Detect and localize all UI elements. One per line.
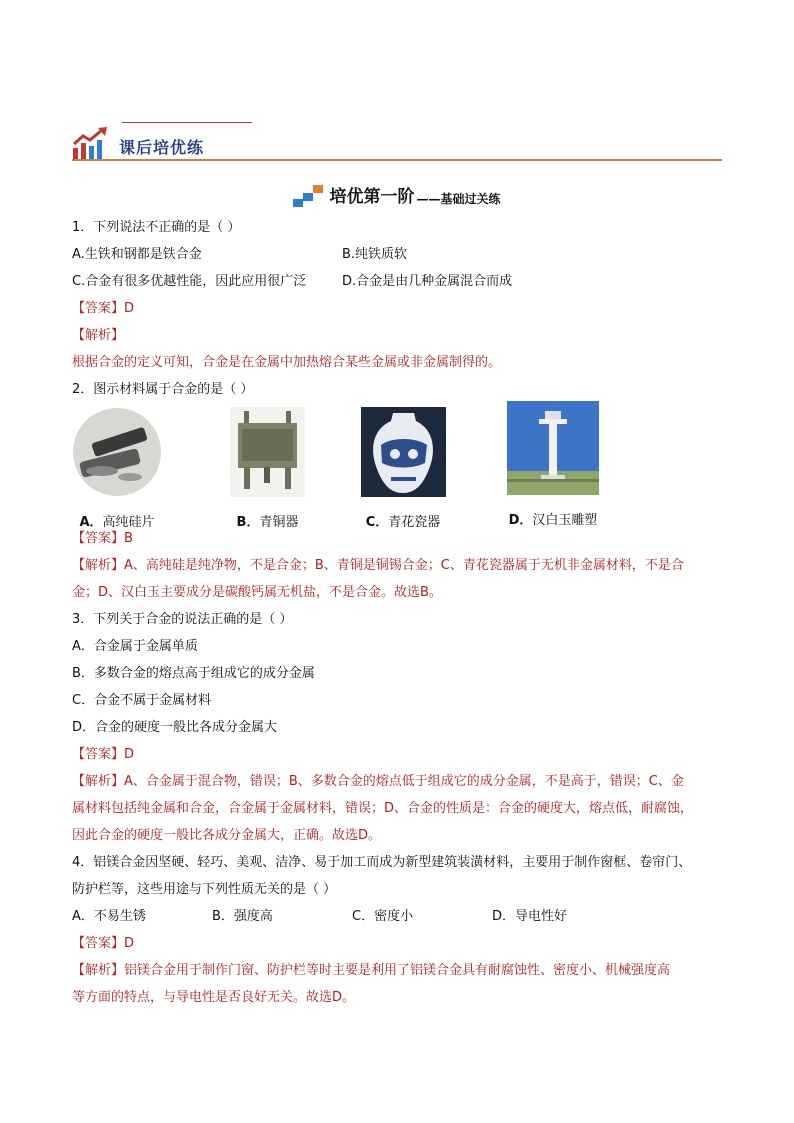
q4-option-d: D．导电性好 (492, 909, 568, 924)
q1-options-row1 (72, 241, 722, 268)
q2-figure-c-label: 青花瓷器 (388, 515, 441, 530)
stairs-icon (293, 185, 325, 207)
q3-analysis-line1: 【解析】A、合金属于混合物，错误；B、多数合金的熔点低于组成它的成分金属，不是高于，错误；C、金 (72, 774, 684, 789)
q2-analysis-line2: 金；D、汉白玉主要成分是碳酸钙属无机盐，不是合金。故选B。 (72, 585, 442, 600)
q3-analysis-line2: 属材料包括纯金属和合金，合金属于金属材料，错误；D、合金的性质是：合金的硬度大，熔点低，耐腐蚀， (72, 801, 694, 816)
q2-figure-d-letter: D． (508, 513, 533, 528)
q1-stem: 1．下列说法不正确的是（ ） (72, 220, 241, 235)
q3-option-c: C．合金不属于金属材料 (72, 693, 212, 708)
q2-figure-d-label: 汉白玉雕塑 (532, 513, 598, 528)
section-heading (0, 182, 794, 211)
q4-analysis-line1: 【解析】铝镁合金用于制作门窗、防护栏等时主要是利用了铝镁合金具有耐腐蚀性、密度小、机械强度高 (72, 963, 671, 978)
q3-option-d: D．合金的硬度一般比各成分金属大 (72, 720, 278, 735)
section-subtitle: ——基础过关练 (416, 192, 501, 206)
bronze-vessel-image (230, 407, 305, 497)
header-top-line (122, 122, 252, 123)
q2-figure-a-label: 高纯硅片 (102, 515, 155, 530)
header-rule (72, 159, 722, 161)
q2-figure-a (72, 407, 162, 536)
q1-option-b: B.纯铁质软 (342, 247, 408, 262)
q4-answer: 【答案】D (72, 936, 135, 951)
q1-analysis: 根据合金的定义可知，合金是在金属中加热熔合某些金属或非金属制得的。 (72, 355, 502, 370)
q2-figure-c (358, 407, 448, 536)
q3-option-a: A．合金属于金属单质 (72, 639, 198, 654)
q3-stem: 3．下列关于合金的说法正确的是（ ） (72, 612, 293, 627)
header-title: 课后培优练 (119, 138, 205, 157)
question-content (72, 214, 722, 1011)
q2-answer: 【答案】B (72, 531, 133, 546)
q1-option-a: A.生铁和钢都是铁合金 (72, 247, 202, 262)
q2-figure-b-letter: B． (236, 515, 260, 530)
q4-analysis-line2: 等方面的特点，与导电性是否良好无关。故选D。 (72, 990, 356, 1005)
porcelain-vase-image (361, 407, 446, 497)
section-title: 培优第一阶 (329, 187, 415, 207)
q4-options (72, 903, 722, 930)
q3-option-b: B．多数合金的熔点高于组成它的成分金属 (72, 666, 315, 681)
silicon-wafer-image (72, 407, 162, 497)
q2-stem: 2．图示材料属于合金的是（ ） (72, 382, 254, 397)
q2-analysis-line1: 【解析】A、高纯硅是纯净物，不是合金；B、青铜是铜锡合金；C、青花瓷器属于无机非金属材料，不是合 (72, 558, 684, 573)
page-header (72, 122, 722, 162)
q4-stem-line2: 防护栏等，这些用途与下列性质无关的是（ ） (72, 882, 337, 897)
bar-chart-arrow-icon (72, 126, 110, 160)
q4-stem-line1: 4．铝镁合金因坚硬、轻巧、美观、洁净、易于加工而成为新型建筑装潢材料，主要用于制作窗框、卷帘门、 (72, 855, 692, 870)
q1-option-c: C.合金有很多优越性能，因此应用很广泛 (72, 274, 307, 289)
q1-option-d: D.合金是由几种金属混合而成 (342, 274, 513, 289)
q2-figure-d (498, 407, 608, 534)
q1-analysis-label: 【解析】 (72, 328, 125, 343)
q4-option-c: C．密度小 (352, 909, 414, 924)
q1-options-row2 (72, 268, 722, 295)
q2-figure-c-letter: C． (365, 515, 389, 530)
marble-column-image (507, 401, 599, 495)
q3-answer: 【答案】D (72, 747, 135, 762)
q4-option-a: A．不易生锈 (72, 909, 146, 924)
q1-answer: 【答案】D (72, 301, 135, 316)
q2-figures (72, 407, 722, 530)
q2-figure-b-label: 青铜器 (259, 515, 299, 530)
q2-figure-a-letter: A． (79, 515, 103, 530)
q3-analysis-line3: 因此合金的硬度一般比各成分金属大，正确。故选D。 (72, 828, 382, 843)
q2-figure-b (220, 407, 315, 536)
q4-option-b: B．强度高 (212, 909, 273, 924)
